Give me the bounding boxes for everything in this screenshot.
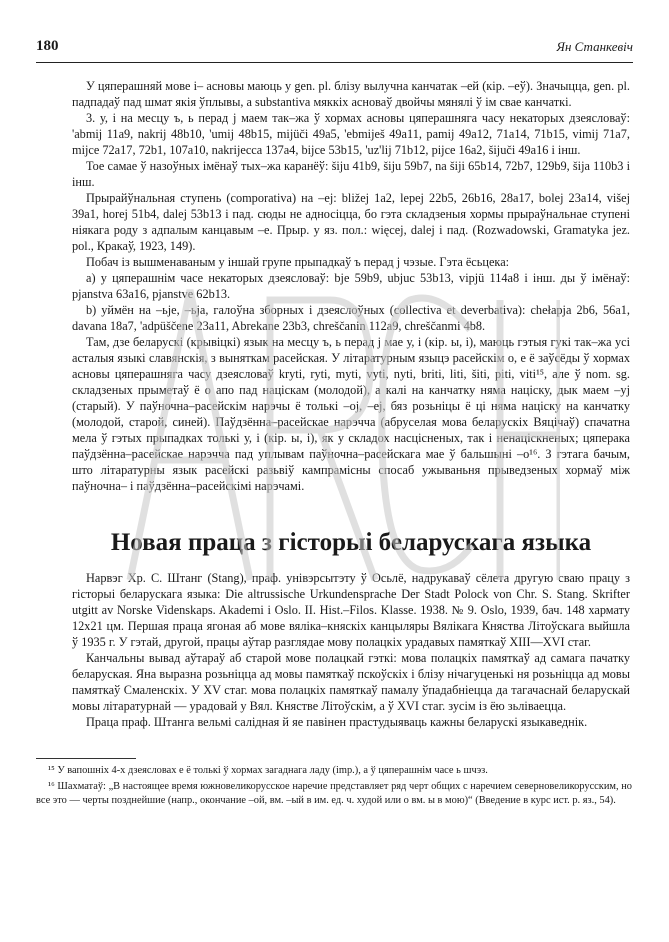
footnote: ¹⁵ У вапошніх 4-х дзеясловах е ё толькі ў хормах загаднага ладу (imp.), а ў цяперашнім часе ь шчэз.: [48, 765, 488, 776]
section-heading: Новая праца з гісторыі беларускага языка: [110, 529, 592, 556]
paragraph: Прырайўнальная ступень (comporativa) на –ej: bližej 1a2, lepej 22b5, 26b16, 28a17, bolej 23a14, višej 39a1, horej 51b4, dalej 53b13 і пад. сюды не адносіцца, бо гэта складзеныя хормы прыраўнальнае ступені ніякага роду з адпалым канцавым –е. Прыр. у яз. пол.: więcej, dalej і пад. (Rozwadowski, Gramatyka jez. pol., Кракаў, 1923, 149).: [72, 191, 630, 253]
page-number: 180: [36, 38, 59, 54]
paragraph: Нарвэг Хр. С. Штанг (Stang), праф. унівэрсытэту ў Осьлё, надрукаваў сёлета другую сваю працу з гісторыі беларускага языка: Die altrussische Urkundensprache Der Stadt Polock von Chr. S. Stang. Skrifter utgitt av Norske Videnskaps. Akademi i Oslo. II. Hist.–Filos. Klasse. 1938. № 9. Oslo, 1939, бач. 148 хармату 12х21 цм. Першая праца ягоная аб мове вяліка–княскіх канцыляры Вялікага Княства Літоўскага выйшла ў 1935 г. У гэтай, другой, працы аўтар разглядае мову полацкіх урадавых памяткаў XIII—XVI стаг.: [72, 571, 630, 649]
footnotes: [36, 764, 632, 810]
paragraph: Тое самае ў назоўных імёнаў тых–жа каранёў: šiju 41b9, šiju 59b7, na šiji 65b14, 72b7, 129b9, šija 110b3 і інш.: [72, 159, 630, 189]
paragraph: Канчальны вывад аўтараў аб старой мове полацкай гэткі: мова полацкіх памяткаў ад самага пачатку беларуская. Яна выразна розьніцца ад мовы памяткаў пскоўскіх і блізу нічагуценькі ня розьніцца ад мовы памяткаў Смаленскіх. У XV стаг. мова полацкіх памяткаў памалу ўпадабніецца да тагачаснай беларускай мовы літаратурнай — урадовай у Вял. Княстве Літоўскім, а ў XVI стаг. зусім із ёю зьліваецца.: [72, 651, 630, 713]
header-rule: [36, 62, 633, 63]
paragraph: Там, дзе беларускі (крывіцкі) язык на месцу ъ, ь перад j мае у, і (кір. ы, і), маюць гэтыя гукі так–жа усі асталыя языкі славянскія, з выняткам расейская. У літаратурным языцэ расейскім о, е ё заўсёды ў хормах асновы цяперашняга часу дзеясловаў kryti, ryti, myti, vyti, nyti, briti, liti, šiti, piti, viti¹⁵, але ў nom. sg. складзеных прыметаў ё о апо пад націскам (молодой), а калі на канчатку няма націску, дык маем –уj (старый). У паўночна–расейскім нарэчы ё толькі –oj, –ej, бяз розьніцы ё ці няма націску на канчатку (молодой, старой, синей). Паўдзённа–расейскае нарэчча (абруселая мова беларускіх Вяцічаў) спачатна мела ў гэтых прыпадках толькі у, і (кір. ы, і), як у складох насцісненых, так і ненаціскненых; цяперака паўдзённа–расейскае нарэчча пад уплывам паўночна–расейскага мае ў бальшыні –о¹⁶. З гэтага бачым, што літаратурны язык расейскі разьвіў кампрамісны спосаб ужываньня прыведзеных хормаў між паўночна– і паўдзённа–расейскімі нарэчамі.: [72, 335, 630, 493]
footnote-rule: [36, 758, 136, 759]
paragraph: 3. у, і на месцу ъ, ь перад j маем так–жа ў хормах асновы цяперашняга часу некаторых дзеясловаў: 'abmij 11a9, nakrij 48b10, 'umij 48b15, mijüči 49a5, 'ebmiješ 49a11, pamij 49a12, 71a14, 71b15, vimij 71a7, mijce 72a17, 72b1, 107a10, nakrijecca 137a4, bijce 53b15, 'uz'lij 71b12, pijce 16a2, šijuči 49a16 і інш.: [72, 111, 630, 157]
paragraph: а) у цяперашнім часе некаторых дзеясловаў: bje 59b9, ubjuc 53b13, vipjü 114a8 і інш. ды ў імёнаў: pjanstva 63a16, pjanstve 62b13.: [72, 271, 630, 301]
paragraph: Побач із вышменаваным у іншай групе прыпадкаў ъ перад j чэзые. Гэта ёсьцека:: [86, 255, 510, 269]
body-text-bottom: [72, 570, 630, 730]
paragraph: Праца праф. Штанга вельмі салідная й яе павінен прастудыяваць кажны беларускі языкаведнік.: [86, 715, 588, 729]
paragraph: У цяперашняй мове i– асновы маюць у gen. pl. блізу вылучна канчатак –ей (кір. –еў). Значыцца, gen. pl. падпадаў пад шмат якія ўплывы, а substantiva мяккіх асноваў двойчы мянялі ў ім свае канчаткі.: [72, 79, 630, 109]
body-text-top: [72, 78, 630, 494]
running-header: [36, 38, 633, 62]
paragraph: b) уймён на –ьje, –ьja, галоўна зборных і дзеяслоўных (collectiva et deverbativa): chełapja 2b6, 56a1, davana 18a7, 'adpüščene 23a11, Abrekane 23b3, chreščanin 112a9, chreščanmi 4b8.: [72, 303, 630, 333]
footnote: ¹⁶ Шахматаў: „В настоящее время южновеликорусское наречие представляет ряд черт общих с наречием северновеликорусским, но все это — черты позднейшие (напр., окончание –ой, вм. –ый в им. ед. ч. худой или о вм. ы в мою)“ (Введение в курс ист. р. яз., 54).: [36, 781, 632, 806]
running-author: Ян Станкевіч: [556, 39, 633, 54]
